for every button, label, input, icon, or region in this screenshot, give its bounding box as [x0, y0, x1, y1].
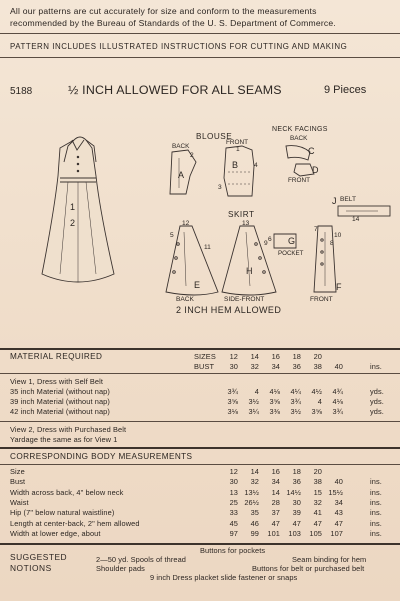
seam-allowance: ½ INCH ALLOWED FOR ALL SEAMS	[68, 83, 282, 97]
piece-f-skirt-front	[314, 226, 336, 292]
view1-row-label: 35 inch Material (without nap)	[10, 387, 110, 396]
letter-f: F	[336, 282, 342, 292]
notch-number: 14	[352, 216, 360, 223]
piece-c-neck-facing-back	[286, 146, 310, 160]
material-title: MATERIAL REQUIRED	[10, 352, 103, 361]
intro-line-2: recommended by the Bureau of Standards of the U. S. Department of Commerce.	[10, 18, 336, 28]
view-number-2: 2	[70, 218, 76, 228]
letter-j: J	[332, 196, 337, 206]
measurement-unit: ins.	[370, 508, 382, 518]
measurement-label: Bust	[10, 477, 26, 487]
yds-unit: yds.	[370, 387, 384, 396]
neck-facings-label: NECK FACINGS	[272, 126, 328, 133]
divider	[0, 447, 400, 449]
measurement-values: 25 26½ 28 30 32 34	[229, 497, 343, 507]
notion-seam-binding: Seam binding for hem	[292, 555, 367, 564]
view-number-1: 1	[70, 202, 76, 212]
intro-line-1: All our patterns are cut accurately for size and conform to the measurements	[10, 6, 317, 16]
view1-row: 3¾ 4 4⅛ 4¼ 4½ 4¾	[227, 387, 343, 396]
notions-title-1: SUGGESTED	[10, 552, 68, 562]
measurement-values: 45 46 47 47 47 47	[229, 518, 343, 528]
letter-g: G	[288, 236, 296, 246]
measurement-values: 33 35 37 39 41 43	[229, 508, 343, 518]
hem-note: 2 INCH HEM ALLOWED	[176, 305, 282, 315]
yds-unit: yds.	[370, 407, 384, 416]
divider	[0, 373, 400, 374]
view2-note: Yardage the same as for View 1	[10, 435, 118, 444]
measurement-values: 12 14 16 18 20	[229, 467, 322, 476]
yds-unit: yds.	[370, 397, 384, 406]
piece-b-front	[224, 146, 254, 196]
measurement-unit: ins.	[370, 518, 382, 528]
skirt-front-label: FRONT	[310, 296, 333, 303]
notion-thread: 2—50 yd. Spools of thread	[96, 555, 187, 564]
measurement-label: Width across back, 4" below neck	[10, 487, 124, 497]
ins-unit: ins.	[370, 362, 382, 371]
measurement-values: 13 13½ 14 14½ 15 15½	[229, 487, 343, 497]
measurement-values: 30 32 34 36 38 40	[229, 477, 343, 487]
skirt-label: SKIRT	[228, 210, 255, 219]
neck-facing-front-label: FRONT	[288, 177, 311, 184]
notch-number: 7	[314, 226, 318, 233]
measurement-label: Size	[10, 467, 25, 476]
neck-facing-back-label: BACK	[290, 135, 308, 142]
notch-number: 4	[254, 162, 258, 169]
view1-row-label: 42 inch Material (without nap)	[10, 407, 110, 416]
blouse-label: BLOUSE	[196, 132, 233, 141]
measurement-unit: ins.	[370, 497, 382, 507]
piece-count: 9 Pieces	[324, 84, 367, 96]
view1-row: 3⅝ 3½ 3⅝ 3¾ 4 4⅛	[227, 397, 343, 406]
blouse-back-label: BACK	[172, 143, 190, 150]
measurement-label: Width at lower edge, about	[10, 528, 101, 538]
notion-shoulder-pads: Shoulder pads	[96, 564, 145, 573]
bust-row: 30 32 34 36 38 40	[229, 362, 343, 371]
instructions-line: PATTERN INCLUDES ILLUSTRATED INSTRUCTIONS FOR CUTTING AND MAKING	[10, 42, 348, 51]
view2-title: View 2, Dress with Purchased Belt	[10, 425, 127, 434]
notch-number: 11	[204, 244, 211, 251]
measurement-unit: ins.	[370, 477, 382, 487]
measurement-unit: ins.	[370, 487, 382, 497]
view1-row: 3⅛ 3¼ 3⅜ 3½ 3⅝ 3¾	[227, 407, 343, 416]
sizes-row: 12 14 16 18 20	[229, 352, 322, 361]
divider	[0, 421, 400, 422]
divider	[0, 543, 400, 545]
piece-d-neck-facing-front	[294, 164, 314, 176]
view1-title: View 1, Dress with Self Belt	[10, 377, 104, 386]
letter-e: E	[194, 280, 201, 290]
measurement-unit: ins.	[370, 528, 382, 538]
divider	[0, 348, 400, 350]
view1-row-label: 39 inch Material (without nap)	[10, 397, 110, 406]
skirt-back-label: BACK	[176, 296, 194, 303]
measurement-values: 97 99 101 103 105 107	[229, 528, 343, 538]
notion-buttons-belt: Buttons for belt or purchased belt	[252, 564, 365, 573]
measurement-label: Length at center-back, 2" hem allowed	[10, 518, 140, 528]
notch-number: 8	[330, 240, 334, 247]
notions-title-2: NOTIONS	[10, 563, 52, 573]
blouse-front-label: FRONT	[226, 139, 249, 146]
pocket-label: POCKET	[278, 250, 304, 257]
letter-b: B	[232, 160, 239, 170]
notch-number: 12	[182, 220, 190, 227]
notch-number: 3	[218, 184, 222, 191]
measurement-label: Waist	[10, 497, 29, 507]
notch-number: 13	[242, 220, 250, 227]
letter-c: C	[308, 146, 315, 156]
letter-h: H	[246, 266, 253, 276]
dress-illustration	[42, 137, 114, 282]
belt-label: BELT	[340, 196, 357, 203]
letter-a: A	[178, 170, 185, 180]
piece-j-belt	[338, 206, 390, 216]
notch-number: 1	[236, 146, 240, 153]
notch-number: 6	[268, 236, 272, 243]
sizes-label: SIZES	[194, 352, 216, 361]
notch-number: 9	[264, 240, 268, 247]
body-title: CORRESPONDING BODY MEASUREMENTS	[10, 452, 193, 461]
notion-placket: 9 inch Dress placket slide fastener or snaps	[150, 573, 298, 582]
notion-buttons-pockets: Buttons for pockets	[200, 546, 266, 555]
notch-number: 2	[190, 152, 194, 159]
side-front-label: SIDE-FRONT	[224, 296, 265, 303]
measurement-label: Hip (7" below natural waistline)	[10, 508, 115, 518]
notch-number: 10	[334, 232, 342, 239]
letter-d: D	[312, 165, 319, 175]
pattern-number: 5188	[10, 86, 33, 97]
divider	[0, 464, 400, 465]
notch-number: 5	[170, 232, 174, 239]
bust-label: BUST	[194, 362, 215, 371]
